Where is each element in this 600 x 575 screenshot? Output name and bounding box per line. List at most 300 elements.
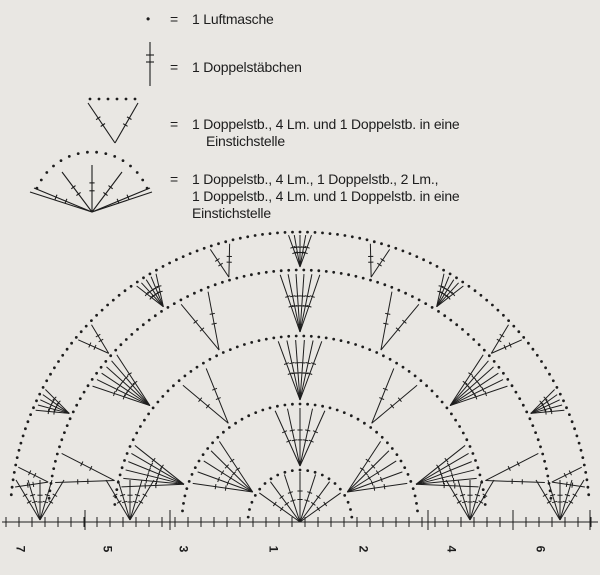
row-number-7: 7: [13, 545, 28, 553]
double-treble-stitch: [206, 368, 228, 423]
chain-stitch: [472, 452, 475, 455]
chain-stitch: [454, 419, 457, 422]
chain-stitch: [27, 420, 30, 423]
chain-stitch: [429, 262, 432, 265]
chain-stitch: [189, 252, 192, 255]
chain-stitch: [531, 424, 534, 427]
stitch-tick: [119, 383, 122, 387]
chain-stitch: [57, 360, 60, 363]
chain-stitch: [321, 405, 324, 408]
stitch-tick: [30, 495, 35, 496]
chain-stitch: [394, 247, 397, 250]
chain-stitch: [302, 269, 305, 272]
chain-stitch: [182, 255, 185, 258]
chain-stitch: [483, 349, 486, 352]
chain-stitch: [482, 488, 485, 491]
double-treble-stitch: [55, 481, 114, 483]
chain-stitch: [450, 413, 453, 416]
chain-stitch: [185, 487, 188, 490]
chain-stitch: [12, 478, 15, 481]
chain-stitch: [284, 231, 287, 234]
stitch-tick: [212, 323, 217, 324]
row-number-3: 3: [176, 545, 191, 553]
stitch-tick: [479, 383, 482, 387]
stitch-tick: [48, 409, 49, 414]
chain-stitch: [299, 231, 302, 234]
chain-stitch: [548, 373, 551, 376]
stitch-tick: [552, 501, 557, 502]
chain-stitch: [299, 469, 302, 472]
chain-stitch: [369, 279, 372, 282]
chain-stitch: [436, 395, 439, 398]
chain-stitch: [336, 233, 339, 236]
chain-stitch: [280, 269, 283, 272]
chain-stitch: [142, 276, 145, 279]
chain-stitch: [196, 366, 199, 369]
chain-stitch: [534, 431, 537, 434]
chain-stitch: [537, 438, 540, 441]
chain-stitch: [368, 348, 371, 351]
chain-stitch: [314, 231, 317, 234]
chain-stitch: [415, 255, 418, 258]
chain-stitch: [332, 271, 335, 274]
chain-stitch: [349, 508, 352, 511]
chain-stitch: [264, 482, 267, 485]
stitch-tick: [566, 482, 567, 487]
stitch-tick: [101, 124, 105, 127]
chain-stitch: [412, 487, 415, 490]
stitch-tick: [368, 476, 371, 480]
chain-stitch: [104, 360, 107, 363]
chain-stitch: [190, 370, 193, 373]
double-treble-stitch: [115, 103, 138, 143]
stitch-tick: [468, 373, 472, 376]
chain-stitch: [269, 407, 272, 410]
chain-stitch: [54, 460, 57, 463]
chain-stitch: [587, 486, 590, 489]
stitch-tick: [473, 501, 478, 502]
chain-stitch: [302, 335, 305, 338]
double-treble-stitch: [208, 292, 219, 350]
chain-stitch: [228, 426, 231, 429]
chain-stitch: [116, 98, 119, 101]
double-treble-stitch: [62, 453, 115, 480]
chain-stitch: [299, 403, 302, 406]
chain-stitch: [142, 323, 145, 326]
fangroup-label-line1: 1 Doppelstb., 4 Lm., 1 Doppelstb., 2 Lm.,: [192, 171, 439, 187]
chain-stitch: [51, 475, 54, 478]
chain-stitch: [550, 497, 553, 500]
double-treble-stitch: [300, 493, 341, 522]
chain-stitch: [95, 372, 98, 375]
chain-stitch: [229, 348, 232, 351]
chain-stitch: [214, 283, 217, 286]
chain-stitch: [56, 453, 59, 456]
chain-stitch: [522, 404, 525, 407]
chain-stitch: [565, 406, 568, 409]
chain-stitch: [243, 275, 246, 278]
chain-stitch: [115, 488, 118, 491]
chain-stitch: [91, 378, 94, 381]
chain-stitch: [232, 238, 235, 241]
chain-stitch: [181, 510, 184, 513]
chain-stitch: [284, 471, 287, 474]
chain-stitch: [143, 419, 146, 422]
chain-stitch: [321, 474, 324, 477]
chain-stitch: [178, 379, 181, 382]
chain-stitch: [295, 269, 298, 272]
chain-stitch: [16, 456, 19, 459]
chain-stitch: [52, 467, 55, 470]
chain-stitch: [343, 494, 346, 497]
chain-stitch: [343, 411, 346, 414]
chain-stitch: [69, 417, 72, 420]
chain-stitch: [45, 171, 48, 174]
stitch-tick: [135, 495, 140, 496]
stitch-tick: [381, 259, 385, 262]
chain-stitch: [396, 453, 399, 456]
chain-stitch: [431, 390, 434, 393]
chain-stitch: [518, 397, 521, 400]
chain-stitch: [149, 273, 152, 276]
chain-stitch: [141, 179, 144, 182]
chain-stitch: [222, 351, 225, 354]
chain-stitch: [257, 272, 260, 275]
stitch-tick: [374, 486, 375, 491]
chain-stitch: [291, 231, 294, 234]
chain-stitch: [276, 232, 279, 235]
chain-stitch: [314, 404, 317, 407]
chain-stitch: [120, 343, 123, 346]
row-number-6: 6: [533, 545, 548, 553]
chain-stitch: [488, 354, 491, 357]
stitch-tick: [311, 502, 315, 505]
chain-stitch: [70, 342, 73, 345]
chain-stitch: [375, 431, 378, 434]
chain-stitch: [328, 477, 331, 480]
chain-stitch: [403, 466, 406, 469]
chain-stitch: [130, 333, 133, 336]
chain-stitch: [545, 467, 548, 470]
chain-stitch: [525, 411, 528, 414]
chain-stitch: [383, 283, 386, 286]
chain-stitch: [468, 285, 471, 288]
chain-stitch: [83, 391, 86, 394]
stitch-tick: [462, 501, 467, 502]
chain-stitch: [382, 354, 385, 357]
chain-stitch: [497, 309, 500, 312]
chain-stitch: [250, 341, 253, 344]
chain-stitch: [180, 299, 183, 302]
chain-stitch: [458, 425, 461, 428]
double-treble-stitch: [347, 483, 407, 492]
chain-stitch: [522, 336, 525, 339]
double-treble-stitch: [270, 482, 300, 522]
double-treble-stitch: [88, 103, 115, 143]
chain-stitch: [10, 493, 13, 496]
double-treble-stitch: [536, 480, 560, 520]
chain-stitch: [347, 501, 350, 504]
chain-stitch: [125, 98, 128, 101]
chain-stitch: [239, 237, 242, 240]
chain-stitch: [586, 478, 589, 481]
stitch-tick: [453, 478, 454, 483]
chain-stitch: [167, 306, 170, 309]
chain-stitch: [191, 473, 194, 476]
chain-stitch: [221, 281, 224, 284]
chain-stitch: [568, 413, 571, 416]
chain-stitch: [173, 302, 176, 305]
chain-stitch: [562, 399, 565, 402]
chain-stitch: [546, 475, 549, 478]
chain-stitch: [63, 431, 66, 434]
chain-stitch: [420, 379, 423, 382]
chain-stitch: [168, 262, 171, 265]
chain-stitch: [121, 466, 124, 469]
chain-stitch: [416, 510, 419, 513]
chain-stitch: [61, 354, 64, 357]
chain-stitch: [157, 401, 160, 404]
stitch-tick: [452, 473, 453, 478]
stitch-tick: [384, 484, 385, 489]
chain-stitch: [408, 370, 411, 373]
stitch-tick: [360, 468, 364, 471]
chain-stitch: [465, 438, 468, 441]
chain-stitch: [339, 488, 342, 491]
chain-stitch: [332, 338, 335, 341]
chain-stitch: [350, 414, 353, 417]
double-treble-stitch: [300, 235, 311, 267]
chain-stitch: [261, 233, 264, 236]
chain-stitch: [467, 333, 470, 336]
chain-stitch: [86, 151, 89, 154]
chain-stitch: [248, 508, 251, 511]
chain-stitch: [258, 339, 261, 342]
chain-stitch: [209, 358, 212, 361]
double-treble-stitch: [40, 480, 52, 520]
stitch-tick: [550, 495, 555, 496]
double-treble-stitch: [287, 409, 300, 466]
chain-stitch: [540, 360, 543, 363]
double-treble-stitch: [470, 480, 482, 520]
chain-stitch: [354, 343, 357, 346]
stitch-tick: [225, 486, 226, 491]
chain-stitch: [280, 336, 283, 339]
chain-stitch: [198, 460, 201, 463]
stitch-tick: [563, 501, 568, 502]
double-treble-stitch: [275, 411, 300, 466]
chain-stitch: [216, 436, 219, 439]
stitch-tick: [292, 440, 297, 441]
chain-symbol: •: [146, 12, 151, 26]
chain-stitch: [576, 435, 579, 438]
chain-stitch: [310, 335, 313, 338]
chain-stitch: [184, 375, 187, 378]
chain-stitch: [24, 427, 27, 430]
chain-stitch: [375, 351, 378, 354]
dtr-equals: =: [170, 59, 179, 75]
chain-stitch: [254, 234, 257, 237]
double-treble-stitch: [300, 409, 313, 466]
chain-stitch: [381, 436, 384, 439]
chain-stitch: [390, 286, 393, 289]
double-treble-stitch: [121, 484, 184, 487]
chain-stitch: [389, 358, 392, 361]
chain-stitch: [493, 360, 496, 363]
chain-stitch: [235, 277, 238, 280]
chain-stitch: [581, 456, 584, 459]
chain-stitch: [139, 425, 142, 428]
chain-stitch: [422, 258, 425, 261]
chain-stitch: [196, 250, 199, 253]
stitch-tick: [306, 363, 311, 364]
chain-stitch: [559, 393, 562, 396]
chain-stitch: [291, 403, 294, 406]
chain-stitch: [200, 289, 203, 292]
chain-stitch: [387, 245, 390, 248]
chain-stitch: [85, 325, 88, 328]
stitch-tick: [317, 507, 320, 511]
chain-stitch: [358, 237, 361, 240]
chain-stitch: [402, 250, 405, 253]
double-treble-stitch: [300, 482, 330, 522]
chain-stitch: [75, 336, 78, 339]
chain-stitch: [234, 422, 237, 425]
chain-stitch: [104, 152, 107, 155]
chain-stitch: [340, 339, 343, 342]
chain-stitch: [136, 328, 139, 331]
stitch-tick: [439, 286, 444, 287]
chain-stitch: [344, 234, 347, 237]
chain-stitch: [58, 445, 61, 448]
chain-stitch: [484, 503, 487, 506]
stitch-tick: [289, 363, 294, 364]
stitch-tick: [215, 259, 219, 262]
chain-stitch: [20, 442, 23, 445]
chain-stitch: [129, 445, 132, 448]
chain-stitch: [202, 362, 205, 365]
chain-stitch: [287, 335, 290, 338]
chain-stitch: [506, 378, 509, 381]
chain-stitch: [325, 337, 328, 340]
chain-stitch: [77, 152, 80, 155]
stitch-tick: [305, 296, 310, 297]
chain-stitch: [276, 474, 279, 477]
chain-stitch: [414, 495, 417, 498]
double-treble-stitch: [229, 244, 230, 277]
chain-stitch: [53, 366, 56, 369]
chain-stitch: [72, 411, 75, 414]
chain-stitch: [68, 155, 71, 158]
chain-stitch: [321, 232, 324, 235]
chain-stitch: [75, 404, 78, 407]
chain-stitch: [210, 245, 213, 248]
chain-stitch: [107, 98, 110, 101]
double-treble-stitch: [548, 480, 560, 520]
chain-stitch: [425, 384, 428, 387]
chain-stitch: [261, 409, 264, 412]
chain-stitch: [449, 319, 452, 322]
chain-stitch: [485, 299, 488, 302]
stitch-tick: [303, 440, 308, 441]
stitch-tick: [156, 286, 161, 287]
chain-stitch: [532, 348, 535, 351]
chain-stitch: [583, 464, 586, 467]
chain-stitch: [60, 159, 63, 162]
chain-stitch: [357, 418, 360, 421]
chain-stitch: [89, 98, 92, 101]
dtr-label: 1 Doppelstäbchen: [192, 59, 302, 75]
row-number-5: 5: [100, 545, 115, 553]
stitch-tick: [49, 406, 50, 411]
double-treble-stitch: [18, 467, 48, 482]
chain-stitch: [122, 159, 125, 162]
chain-stitch: [402, 366, 405, 369]
chain-stitch: [355, 275, 358, 278]
chain-stitch: [154, 314, 157, 317]
double-treble-stitch: [259, 493, 300, 522]
stitch-tick: [133, 381, 137, 384]
chain-stitch: [474, 459, 477, 462]
stitch-tick: [551, 409, 552, 414]
stitch-tick: [366, 459, 370, 462]
double-treble-stitch: [372, 368, 394, 423]
fangroup-label-line3: Einstichstelle: [192, 205, 271, 221]
chain-stitch: [441, 401, 444, 404]
chain-stitch: [411, 295, 414, 298]
double-treble-stitch: [416, 484, 479, 487]
chain-stitch: [306, 231, 309, 234]
double-treble-stitch: [372, 385, 417, 423]
chain-stitch: [527, 342, 530, 345]
chain-stitch: [512, 325, 515, 328]
chain-stitch: [455, 276, 458, 279]
chain-stitch: [536, 354, 539, 357]
vgroup-label-line1: 1 Doppelstb., 4 Lm. und 1 Doppelstb. in eine: [192, 116, 460, 132]
double-treble-stitch: [193, 483, 253, 492]
chain-stitch: [269, 232, 272, 235]
chain-stitch: [395, 362, 398, 365]
stitch-tick: [43, 501, 48, 502]
chain-stitch: [472, 338, 475, 341]
stitch-tick: [565, 495, 570, 496]
chain-stitch: [443, 314, 446, 317]
chain-stitch: [32, 406, 35, 409]
chain-stitch: [35, 399, 38, 402]
stitch-tick: [280, 507, 283, 511]
chain-stitch: [130, 285, 133, 288]
double-treble-stitch: [485, 453, 538, 480]
chain-stitch: [95, 314, 98, 317]
chain-stitch: [361, 346, 364, 349]
chain-stitch: [113, 155, 116, 158]
chain-stitch: [243, 343, 246, 346]
chain-stitch: [184, 495, 187, 498]
stitch-tick: [133, 501, 138, 502]
chain-stitch: [95, 151, 98, 154]
chain-stitch: [66, 424, 69, 427]
chain-stitch: [203, 247, 206, 250]
chain-stitch: [90, 319, 93, 322]
stitch-tick: [215, 484, 216, 489]
stitch-tick: [385, 313, 390, 314]
chain-stitch: [146, 187, 149, 190]
double-treble-stitch: [289, 235, 300, 267]
stitch-tick: [156, 479, 157, 484]
double-treble-stitch: [219, 441, 252, 492]
double-treble-stitch: [210, 249, 229, 277]
chain-stitch: [407, 473, 410, 476]
